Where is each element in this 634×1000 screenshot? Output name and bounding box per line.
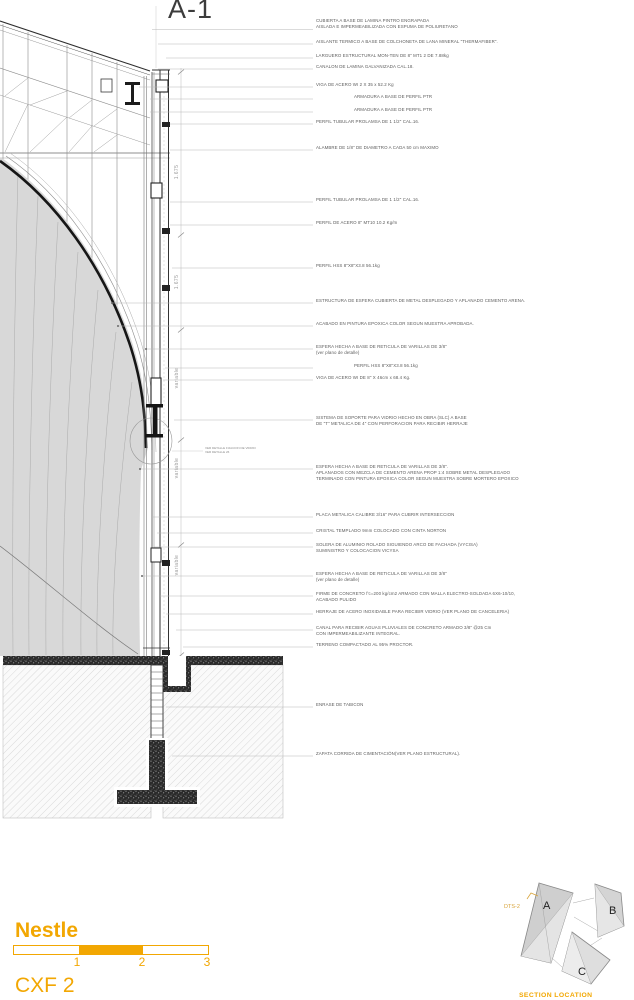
annotation-label: PLACA METALICA CALIBRE 3/16" PARA CUBRIR INTERSECCION xyxy=(316,512,455,517)
keyplan xyxy=(504,883,624,999)
keyplan-caption: SECTION LOCATION xyxy=(519,992,593,999)
annotation-label: HERRAJE DE ACERO INOXIDABLE PARA RECIBIR VIDRIO (VER PLANO DE CANCELERIA) xyxy=(316,609,510,614)
foundation-section xyxy=(3,656,283,818)
detail-note: VER DETALLE 26 xyxy=(205,450,230,454)
scale-number: 1 xyxy=(73,955,81,969)
brand-logo: Nestle xyxy=(15,919,79,942)
annotation-label: ARMADURA A BASE DE PERFIL PTR xyxy=(354,94,433,99)
mullion-clip xyxy=(162,122,170,127)
annotation-label: FIRME DE CONCRETO f'c=200 kg/cm2 ARMADO CON MALLA ELECTRO-SOLDADA 6X6-10/10, ACABADO PULIDO xyxy=(316,591,516,603)
mullion-clip xyxy=(151,183,162,198)
scale-bar xyxy=(13,945,209,955)
keyplan-label-a: A xyxy=(543,900,551,912)
annotation-label: ESFERA HECHA A BASE DE RETICULA DE VARILLAS DE 3/8". APLANADOS CON MEZCLA DE CEMENTO ARENA PROP 1:4 SOBRE METAL DESPLEGADO TERMINADO CON PINTURA EPOXICA COLOR SEGUN MUESTRA SOBRE MORTERO EPOXICO xyxy=(316,464,519,482)
mullion-clip xyxy=(162,285,170,291)
dim-label: 1.675 xyxy=(174,164,180,180)
keyplan-ref: DTS-2 xyxy=(504,904,520,910)
dim-label: variable xyxy=(174,367,180,389)
keyplan-shape-b xyxy=(595,884,624,937)
mullion-clip xyxy=(156,80,168,92)
annotation-label: TERRENO COMPACTADO AL 95% PROCTOR. xyxy=(316,642,414,647)
annotation-label: PERFIL DE ACERO 8" MT10 10.2 Kg/m xyxy=(316,220,398,225)
keyplan-shape-c xyxy=(562,932,610,984)
mullion-clip xyxy=(162,560,170,566)
leader-dot xyxy=(141,575,143,577)
keyplan-shape-a xyxy=(521,883,573,963)
concrete-slab-left xyxy=(3,656,151,665)
detail-note: VER DETALLE FIJACION DE VIDRIO xyxy=(205,446,256,450)
sphere-fill xyxy=(0,158,148,656)
annotation-label: CANALON DE LAMINA GALVANIZADA CAL.18. xyxy=(316,64,414,69)
mullion-clip xyxy=(151,378,161,406)
section-title: A-1 xyxy=(168,0,214,24)
annotation-label: ZAPATA CORRIDA DE CIMENTACIÓN(VER PLANO ESTRUCTURAL). xyxy=(316,751,461,756)
annotation-label: SOLERA DE ALUMINIO ROLADO SIGUIENDO ARCO DE FACHADA (VYCISA) SUMINISTRO Y COLOCACION VICYSA xyxy=(316,542,478,554)
annotation-label: ARMADURA A BASE DE PERFIL PTR xyxy=(354,107,433,112)
keyplan-label-c: C xyxy=(578,966,586,978)
steel-beam-section xyxy=(125,82,140,105)
annotation-label: CRISTAL TEMPLADO 9mm COLOCADO CON CINTA NORTON xyxy=(316,528,447,533)
annotation-label: SISTEMA DE SOPORTE PARA VIDRIO HECHO EN OBRA (SLC) A BASE DE "T" METALICA DE 4" CON PERFORACION PARA RECIBIR HERRAJE xyxy=(316,415,468,427)
annotation-label: VIGA DE ACERO WI 2 X 35 x 52.2 Kg xyxy=(316,82,394,87)
scale-number: 2 xyxy=(138,955,146,969)
mullion-clip xyxy=(162,228,170,234)
leader-dot xyxy=(117,325,119,327)
annotation-label: PERFIL HSS 8"X8"X3.8 56.1kg xyxy=(354,363,418,368)
annotation-label: PERFIL HSS 8"X8"X3.8 56.1kg xyxy=(316,263,380,268)
annotation-label: CUBIERTA A BASE DE LAMINA PINTRO ENGRAPADA AISLADA E IMPERMEABILIZADA CON ESPUMA DE POLIURETANO xyxy=(316,18,458,30)
annotation-label: AISLANTE TERMICO A BASE DE COLCHONETA DE LANA MINERAL "THERMAFIBER". xyxy=(316,39,498,44)
scale-number: 3 xyxy=(203,955,211,969)
annotation-label: ESFERA HECHA A BASE DE RETICULA DE VARILLAS DE 3/8" (ver plano de detalle) xyxy=(316,344,447,356)
annotation-label: ALAMBRE DE 1/8" DE DIAMETRO A CADA 50 cm MAXIMO xyxy=(316,145,439,150)
annotation-label: ESFERA HECHA A BASE DE RETICULA DE VARILLAS DE 3/8" (ver plano de detalle) xyxy=(316,571,447,583)
leader-dot xyxy=(145,348,147,350)
keyplan-label-b: B xyxy=(609,905,617,917)
leader-dot xyxy=(139,468,141,470)
dim-label: 1.675 xyxy=(174,274,180,290)
dim-label: variable xyxy=(174,457,180,479)
scale-segment xyxy=(14,946,79,954)
sphere-section xyxy=(0,153,156,656)
annotation-label: ACABADO EN PINTURA EPOXICA COLOR SEGUN MUESTRA APROBADA. xyxy=(316,321,474,326)
gutter-section xyxy=(101,79,112,92)
annotation-label: ENRASE DE TABICON xyxy=(316,702,364,707)
scale-segment-filled xyxy=(79,946,144,954)
dimension-line xyxy=(174,68,184,658)
detail-circle xyxy=(130,404,256,464)
annotation-label: PERFIL TUBULAR PROLAMSA DE 1 1/2" CAL.16. xyxy=(316,119,420,124)
leader-dot xyxy=(111,302,113,304)
annotation-label: PERFIL TUBULAR PROLAMSA DE 1 1/2" CAL.16. xyxy=(316,197,420,202)
mullion-clip xyxy=(151,548,161,562)
scale-segment xyxy=(143,946,208,954)
concrete-slab-right xyxy=(190,656,283,665)
rain-channel xyxy=(163,656,191,692)
annotation-label: ESTRUCTURA DE ESFERA CUBIERTA DE METAL DESPLEGADO Y APLANADO CEMENTO ARENA. xyxy=(316,298,526,303)
mullion-base-clip xyxy=(162,650,170,655)
annotation-label: CANAL PARA RECIBIR AGUAS PLUVIALES DE CONCRETO ARMADO 3/8" @25 Cm CON IMPERMEABILIZANTE INTEGRAL. xyxy=(316,625,492,637)
annotation-label: LARGUERO ESTRUCTURAL MON-TEN DE 8" MT1 2 DE 7.88kg xyxy=(316,53,449,58)
dim-label: variable xyxy=(174,554,180,576)
annotation-label: VIGA DE ACERO WI DE 8" X 46cm x 68.4 Kg. xyxy=(316,375,411,380)
sheet-code: CXF 2 xyxy=(15,974,75,997)
block-wall xyxy=(151,656,163,740)
